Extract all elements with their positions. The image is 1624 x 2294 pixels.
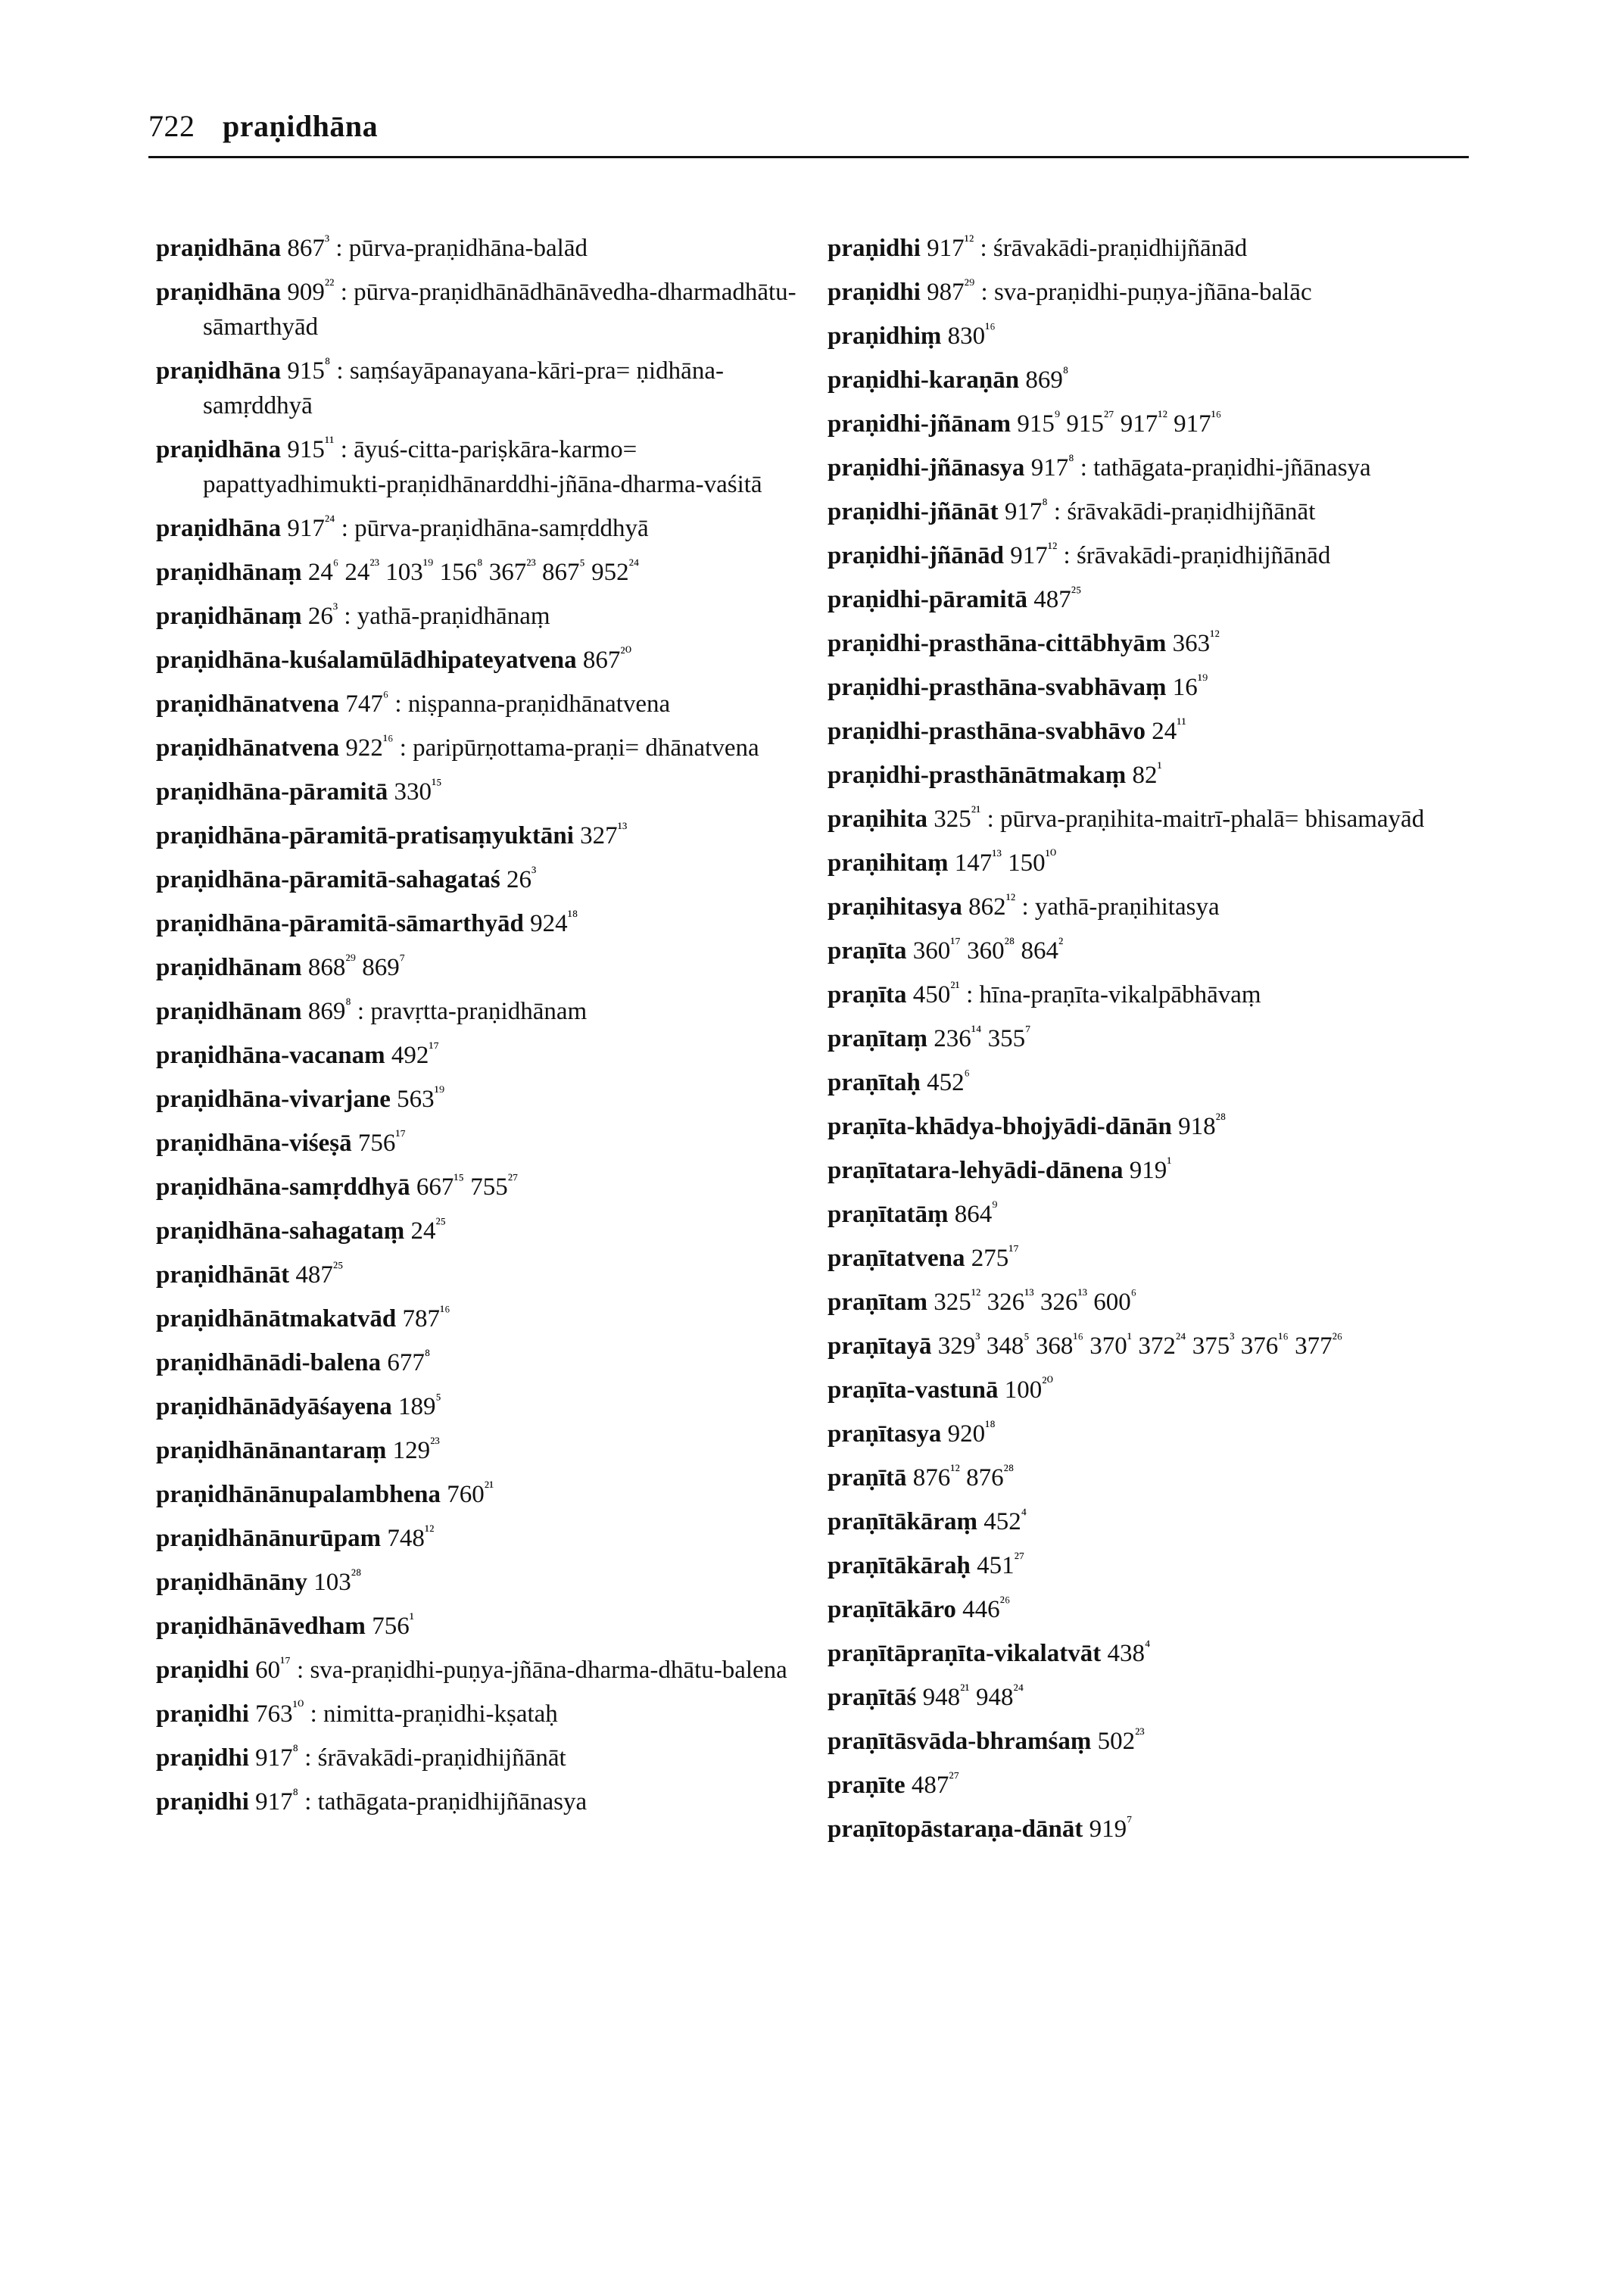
index-entry: [828, 1636, 1486, 1671]
page-references: $915^{^8}$: [287, 354, 331, 385]
headword: praṇidhānatvena: [156, 734, 340, 762]
right-column: [828, 231, 1486, 1847]
context-phrase: : pūrva-praṇidhānādhānāvedha-dharmadhātu-sāmarthyād: [203, 279, 796, 341]
index-entry: [828, 1285, 1486, 1320]
headword: praṇīta-vastunā: [828, 1376, 999, 1404]
context-phrase: : pūrva-praṇihita-maitrī-phalā= bhisamayād: [987, 806, 1425, 833]
page-references: $948^{^{21}}$ $948^{^{24}}$: [922, 1681, 1024, 1711]
headword: praṇidhāna-viśeṣā: [156, 1130, 352, 1157]
page-references: $919^{^7}$: [1089, 1812, 1133, 1843]
index-entry: [828, 1021, 1486, 1056]
page-references: $16^{^{19}}$: [1172, 671, 1208, 701]
header-rule: [148, 156, 1469, 158]
index-entry: [156, 1345, 815, 1380]
context-phrase: : nimitta-praṇidhi-kṣataḥ: [310, 1700, 558, 1728]
page-references: $487^{^{25}}$: [295, 1258, 344, 1289]
headword: praṇidhāna-pāramitā-sāmarthyād: [156, 910, 524, 937]
headword: praṇidhāna-pāramitā: [156, 778, 388, 806]
page-references: $147^{^{13}}$ $150^{^{10}}$: [954, 846, 1057, 877]
index-entry: [828, 538, 1486, 573]
headword: praṇītatara-lehyādi-dānena: [828, 1157, 1124, 1184]
headword: praṇidhāna-pāramitā-pratisaṃyuktāni: [156, 822, 574, 849]
index-entry: [156, 1082, 815, 1117]
page-references: $787^{^{16}}$: [402, 1302, 450, 1332]
index-entry: [828, 1592, 1486, 1627]
context-phrase: : paripūrṇottama-praṇi= dhānatvena: [399, 734, 759, 762]
headword: praṇīta: [828, 981, 907, 1008]
page-references: $360^{^{17}}$ $360^{^{28}}$ $864^{^2}$: [912, 934, 1064, 965]
index-entry: [828, 758, 1486, 793]
context-phrase: : saṃśayāpanayana-kāri-pra= ṇidhāna-samṛddhyā: [203, 357, 724, 419]
headword: praṇidhi-prasthāna-svabhāvo: [828, 718, 1146, 745]
headword: praṇidhānānurūpam: [156, 1525, 382, 1552]
headword: praṇidhānādi-balena: [156, 1349, 382, 1376]
index-entry: [828, 1724, 1486, 1759]
headword: praṇītāsvāda-bhramśaṃ: [828, 1728, 1092, 1755]
context-phrase: : yathā-praṇidhānaṃ: [344, 603, 550, 630]
page-references: $869^{^8}$: [1025, 363, 1069, 394]
headword: praṇidhi: [156, 1700, 249, 1728]
page-references: $917^{^{12}}$: [1010, 539, 1058, 569]
index-entry: [156, 1038, 815, 1073]
page-references: $26^{^3}$: [506, 863, 537, 893]
index-entry: [828, 1153, 1486, 1188]
page-references: $487^{^{27}}$: [911, 1769, 960, 1799]
page-references: $915^{^{11}}$: [287, 433, 335, 463]
page-references: $325^{^{21}}$: [934, 803, 981, 833]
page-references: $917^{^8}$: [255, 1741, 298, 1772]
index-entry: [828, 626, 1486, 661]
page-references: $327^{^{13}}$: [580, 819, 628, 849]
page-references: $864^{^9}$: [954, 1198, 998, 1228]
index-entry: [828, 1548, 1486, 1583]
page-references: $100^{^{20}}$: [1004, 1373, 1054, 1404]
headword: praṇidhi: [828, 279, 921, 306]
page-references: $236^{^{14}}$ $355^{^7}$: [934, 1022, 1031, 1052]
page-references: $452^{^4}$: [983, 1505, 1027, 1535]
headword: praṇidhāna-vacanam: [156, 1042, 385, 1069]
index-entry: [156, 775, 815, 809]
index-entry: [156, 1301, 815, 1336]
index-entry: [828, 1812, 1486, 1847]
page-references: $667^{^{15}}$ $755^{^{27}}$: [416, 1170, 519, 1201]
headword: praṇītam: [828, 1289, 927, 1316]
page-references: $563^{^{19}}$: [397, 1083, 445, 1113]
page-references: $987^{^{29}}$: [927, 276, 975, 306]
headword: praṇidhānāny: [156, 1569, 307, 1596]
page-references: $502^{^{23}}$: [1097, 1725, 1145, 1755]
headword: praṇidhāna: [156, 436, 282, 463]
page-references: $868^{^{29}}$ $869^{^7}$: [307, 951, 406, 981]
headword: praṇidhānaṃ: [156, 603, 302, 630]
context-phrase: : pūrva-praṇidhāna-samṛddhyā: [341, 515, 649, 542]
index-entry: [156, 950, 815, 985]
index-entry: [156, 1653, 815, 1688]
index-entry: [156, 731, 815, 765]
headword: praṇidhi-jñānasya: [828, 454, 1025, 482]
headword: praṇidhi-karaṇān: [828, 366, 1020, 394]
index-entry: [828, 1241, 1486, 1276]
page-references: $917^{^8}$: [1030, 451, 1074, 482]
page-references: $677^{^8}$: [387, 1346, 431, 1376]
index-entry: [156, 1521, 815, 1556]
headword: praṇihitasya: [828, 893, 962, 921]
index-entry: [828, 670, 1486, 705]
headword: praṇidhāna-kuśalamūlādhipateyatvena: [156, 647, 577, 674]
index-entry: [156, 1784, 815, 1819]
index-entry: [156, 555, 815, 590]
index-entry: [156, 906, 815, 941]
page-references: $451^{^{27}}$: [977, 1549, 1025, 1579]
index-entry: [156, 1258, 815, 1292]
headword: praṇītaḥ: [828, 1069, 921, 1096]
page-references: $446^{^{26}}$: [962, 1593, 1011, 1623]
index-entry: [828, 582, 1486, 617]
headword: praṇītākāro: [828, 1596, 956, 1623]
headword: praṇidhānānupalambhena: [156, 1481, 441, 1508]
page-references: $763^{^{10}}$: [255, 1697, 304, 1728]
page-references: $756^{^{17}}$: [357, 1127, 406, 1157]
headword: praṇidhānaṃ: [156, 559, 302, 586]
page-references: $867^{^{20}}$: [582, 644, 632, 674]
context-phrase: : śrāvakādi-praṇidhijñānāt: [1053, 498, 1316, 525]
context-phrase: : hīna-praṇīta-vikalpābhāvaṃ: [966, 981, 1261, 1008]
headword: praṇidhāna-pāramitā-sahagataś: [156, 866, 500, 893]
index-entry: [156, 862, 815, 897]
page-references: $492^{^{17}}$: [391, 1039, 439, 1069]
index-entry: [156, 1741, 815, 1775]
page-references: $452^{^6}$: [927, 1066, 970, 1096]
index-entry: [156, 1477, 815, 1512]
page-references: $918^{^{28}}$: [1178, 1110, 1227, 1140]
headword: praṇidhāna-sahagataṃ: [156, 1217, 405, 1245]
index-entry: [828, 1768, 1486, 1803]
page-references: $756^{^1}$: [372, 1610, 414, 1640]
index-entry: [156, 1565, 815, 1600]
page-references: $329^{^3}$ $348^{^5}$ $368^{^{16}}$ $370^{^1}$ $372^{^{24}}$ $375^{^3}$ $376^{^{16}}$ $377^{^{26}}$: [937, 1329, 1343, 1360]
index-entry: [828, 1065, 1486, 1100]
headword: praṇidhi: [828, 235, 921, 262]
headword: praṇidhāna: [156, 235, 282, 262]
index-entry: [828, 275, 1486, 310]
headword: praṇītā: [828, 1464, 907, 1491]
index-entry: [156, 1697, 815, 1731]
headword: praṇītopāstaraṇa-dānāt: [828, 1816, 1083, 1843]
headword: praṇidhi: [156, 1788, 249, 1816]
context-phrase: : niṣpanna-praṇidhānatvena: [394, 690, 671, 718]
index-entry: [828, 977, 1486, 1012]
page-references: $909^{^{22}}$: [287, 276, 335, 306]
page-references: $760^{^{21}}$: [447, 1478, 494, 1508]
context-phrase: : pravṛtta-praṇidhānam: [357, 998, 588, 1025]
page-references: $24^{^{25}}$: [410, 1214, 447, 1245]
page-references: $922^{^{16}}$: [345, 731, 394, 762]
page-references: $747^{^6}$: [345, 687, 389, 718]
headword: praṇidhāna: [156, 515, 282, 542]
index-entry: [156, 1389, 815, 1424]
index-entry: [828, 1460, 1486, 1495]
headword: praṇidhi: [156, 1657, 249, 1684]
context-phrase: : sva-praṇidhi-puṇya-jñāna-balāc: [980, 279, 1312, 306]
index-entry: [828, 450, 1486, 485]
index-entry: [828, 319, 1486, 354]
headword: praṇītāpraṇīta-vikalatvāt: [828, 1640, 1102, 1667]
page-references: $920^{^{18}}$: [947, 1417, 996, 1448]
index-entry: [156, 599, 815, 634]
headword: praṇidhi-prasthānātmakaṃ: [828, 762, 1127, 789]
headword: praṇītākāraḥ: [828, 1552, 971, 1579]
left-column: [156, 231, 815, 1819]
headword: praṇidhānātmakatvād: [156, 1305, 397, 1332]
headword: praṇidhānatvena: [156, 690, 340, 718]
index-entry: [828, 890, 1486, 924]
page-references: $830^{^{16}}$: [947, 319, 996, 350]
index-entry: [828, 933, 1486, 968]
headword: praṇidhāna: [156, 357, 282, 385]
index-entry: [156, 1170, 815, 1205]
index-entry: [828, 494, 1486, 529]
context-phrase: : śrāvakādi-praṇidhijñānād: [1063, 542, 1331, 569]
index-entry: [828, 1680, 1486, 1715]
page-references: $919^{^1}$: [1129, 1154, 1172, 1184]
index-entry: [828, 1329, 1486, 1364]
page-references: $487^{^{25}}$: [1033, 583, 1082, 613]
page-number: 722: [148, 109, 195, 143]
headword: praṇidhānānantaraṃ: [156, 1437, 387, 1464]
running-head: praṇidhāna: [223, 109, 379, 143]
index-entry: [828, 846, 1486, 881]
index-entry: [828, 231, 1486, 266]
page-references: $924^{^{18}}$: [530, 907, 578, 937]
page-references: $325^{^{12}}$ $326^{^{13}}$ $326^{^{13}}$ $600^{^6}$: [934, 1286, 1137, 1316]
index-entry: [828, 1197, 1486, 1232]
headword: praṇītaṃ: [828, 1025, 927, 1052]
page-references: $438^{^4}$: [1107, 1637, 1151, 1667]
page-references: $60^{^{17}}$: [255, 1653, 291, 1684]
headword: praṇidhāna-samṛddhyā: [156, 1173, 410, 1201]
headword: praṇīta: [828, 937, 907, 965]
index-entry: [156, 275, 815, 344]
headword: praṇidhānāt: [156, 1261, 290, 1289]
headword: praṇidhiṃ: [828, 323, 942, 350]
index-entry: [156, 511, 815, 546]
page-references: $26^{^3}$: [307, 600, 338, 630]
headword: praṇidhi-prasthāna-cittābhyām: [828, 630, 1167, 657]
index-entry: [828, 1504, 1486, 1539]
page-references: $330^{^{15}}$: [394, 775, 442, 806]
index-entry: [828, 363, 1486, 397]
index-entry: [156, 818, 815, 853]
index-entry: [156, 1433, 815, 1468]
headword: praṇītāś: [828, 1684, 917, 1711]
index-entry: [156, 687, 815, 722]
page-references: $129^{^{23}}$: [392, 1434, 440, 1464]
headword: praṇihita: [828, 806, 928, 833]
page-references: $748^{^{12}}$: [387, 1522, 435, 1552]
page-references: $82^{^1}$: [1132, 759, 1162, 789]
index-entry: [156, 1126, 815, 1161]
page-references: $103^{^{28}}$: [313, 1566, 362, 1596]
page-references: $24^{^6}$ $24^{^{23}}$ $103^{^{19}}$ $156^{^8}$ $367^{^{23}}$ $867^{^5}$ $952^{^{24}}$: [307, 556, 640, 586]
page-references: $24^{^{11}}$: [1152, 715, 1186, 745]
index-entry: [156, 354, 815, 423]
page-references: $917^{^{12}}$: [927, 232, 974, 262]
headword: praṇidhānādyāśayena: [156, 1393, 392, 1420]
context-phrase: : tathāgata-praṇidhijñānasya: [304, 1788, 588, 1816]
index-entry: [156, 643, 815, 678]
headword: praṇītatvena: [828, 1245, 965, 1272]
headword: praṇītayā: [828, 1332, 932, 1360]
headword: praṇidhi-prasthāna-svabhāvaṃ: [828, 674, 1167, 701]
index-entry: [156, 1609, 815, 1644]
headword: praṇītatāṃ: [828, 1201, 949, 1228]
headword: praṇidhāna-vivarjane: [156, 1086, 391, 1113]
page-references: $189^{^5}$: [398, 1390, 441, 1420]
index-entry: [828, 802, 1486, 837]
headword: praṇihitaṃ: [828, 849, 949, 877]
headword: praṇītākāraṃ: [828, 1508, 977, 1535]
index-entry: [156, 231, 815, 266]
context-phrase: : śrāvakādi-praṇidhijñānād: [980, 235, 1248, 262]
page-references: $915^{^9}$ $915^{^{27}}$ $917^{^{12}}$ $917^{^{16}}$: [1017, 407, 1222, 438]
headword: praṇītasya: [828, 1420, 942, 1448]
headword: praṇidhi-jñānād: [828, 542, 1004, 569]
index-entry: [828, 407, 1486, 441]
headword: praṇidhi-jñānam: [828, 410, 1011, 438]
context-phrase: : tathāgata-praṇidhi-jñānasya: [1080, 454, 1371, 482]
headword: praṇīta-khādya-bhojyādi-dānān: [828, 1113, 1172, 1140]
context-phrase: : pūrva-praṇidhāna-balād: [335, 235, 588, 262]
index-entry: [828, 1109, 1486, 1144]
index-entry: [156, 994, 815, 1029]
headword: praṇidhi-pāramitā: [828, 586, 1028, 613]
headword: praṇidhānam: [156, 998, 302, 1025]
page-references: $917^{^{24}}$: [287, 512, 335, 542]
page-references: $867^{^3}$: [287, 232, 330, 262]
page-references: $450^{^{21}}$: [912, 978, 960, 1008]
index-entry: [828, 1373, 1486, 1407]
index-entry: [828, 714, 1486, 749]
headword: praṇidhānam: [156, 954, 302, 981]
page-references: $363^{^{12}}$: [1172, 627, 1220, 657]
page-references: $862^{^{12}}$: [968, 890, 1016, 921]
page-references: $869^{^8}$: [307, 995, 351, 1025]
page-references: $917^{^8}$: [1004, 495, 1048, 525]
headword: praṇīte: [828, 1772, 906, 1799]
headword: praṇidhānāvedham: [156, 1613, 366, 1640]
index-entry: [156, 1214, 815, 1248]
context-phrase: : śrāvakādi-praṇidhijñānāt: [304, 1744, 566, 1772]
page-references: $876^{^{12}}$ $876^{^{28}}$: [912, 1461, 1015, 1491]
index-entry: [828, 1417, 1486, 1451]
page-references: $275^{^{17}}$: [971, 1242, 1019, 1272]
headword: praṇidhi-jñānāt: [828, 498, 999, 525]
context-phrase: : yathā-praṇihitasya: [1021, 893, 1220, 921]
headword: praṇidhāna: [156, 279, 282, 306]
headword: praṇidhi: [156, 1744, 249, 1772]
index-entry: [156, 432, 815, 502]
page-header: [148, 108, 378, 144]
context-phrase: : āyuś-citta-pariṣkāra-karmo= papattyadhimukti-praṇidhānarddhi-jñāna-dharma-vaśitā: [203, 436, 762, 498]
page-references: $917^{^8}$: [255, 1785, 298, 1816]
context-phrase: : sva-praṇidhi-puṇya-jñāna-dharma-dhātu-balena: [297, 1657, 787, 1684]
